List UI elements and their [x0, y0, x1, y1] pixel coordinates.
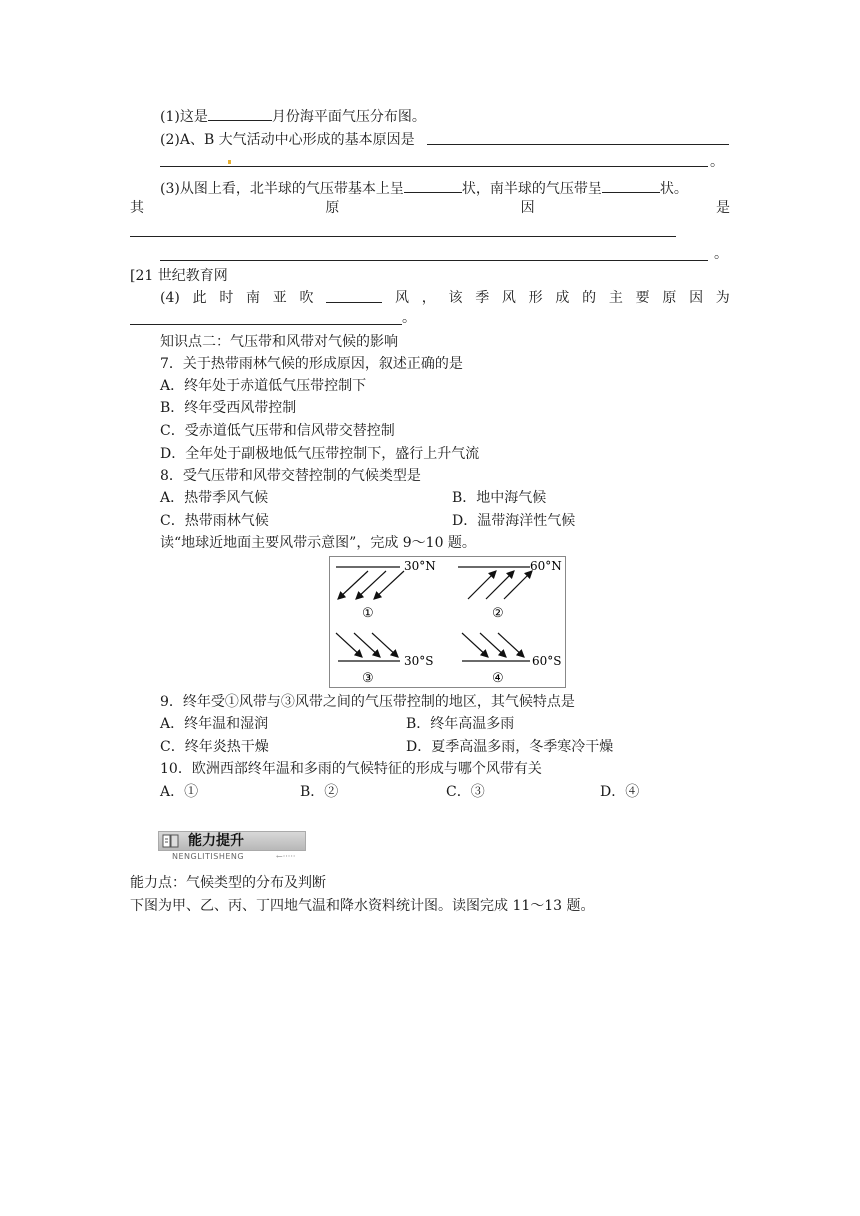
question-stem: 7．关于热带雨林气候的形成原因，叙述正确的是	[160, 356, 463, 372]
wind-belt-diagram	[330, 557, 565, 687]
answer-blank[interactable]	[208, 106, 272, 121]
q6-part3-spread: 其 原 因 是	[130, 200, 730, 216]
question-stem: 9．终年受①风带与③风带之间的气压带控制的地区，其气候特点是	[160, 694, 575, 710]
mark-dot	[228, 160, 231, 164]
wind-arrow	[356, 571, 386, 599]
answer-blank[interactable]	[602, 178, 660, 193]
answer-line[interactable]	[160, 166, 708, 167]
answer-line[interactable]	[130, 236, 676, 237]
period: 。	[402, 310, 416, 326]
q6-part2: (2)A、B 大气活动中心形成的基本原因是	[160, 132, 415, 148]
book-icon	[162, 833, 180, 849]
section-badge	[158, 831, 306, 863]
answer-line[interactable]	[130, 324, 402, 325]
source-note: [21 世纪教育网	[130, 268, 228, 284]
option-d[interactable]: D．夏季高温多雨，冬季寒冷干燥	[406, 739, 614, 755]
option-d[interactable]: D．全年处于副极地低气压带控制下，盛行上升气流	[160, 446, 480, 462]
latitude-label: 60°N	[530, 559, 562, 573]
option-c[interactable]: C．③	[446, 784, 485, 800]
option-a[interactable]: A．终年处于赤道低气压带控制下	[160, 378, 367, 394]
option-d[interactable]: D．④	[600, 784, 640, 800]
wind-arrow	[468, 571, 496, 599]
option-c[interactable]: C．热带雨林气候	[160, 513, 269, 529]
section-heading: 能力点：气候类型的分布及判断	[130, 875, 326, 891]
badge-subtitle: NENGLITISHENG	[172, 852, 245, 861]
period: 。	[710, 154, 724, 170]
figure-instruction: 读“地球近地面主要风带示意图”，完成 9～10 题。	[160, 535, 476, 551]
question-stem: 8．受气压带和风带交替控制的气候类型是	[160, 468, 421, 484]
wind-belt-figure	[329, 556, 566, 688]
option-b[interactable]: B．地中海气候	[452, 490, 547, 506]
answer-blank[interactable]	[326, 288, 382, 303]
wind-arrow	[374, 571, 404, 599]
q6-part4: (4) 此 时 南 亚 吹 风 ， 该 季 风 形 成 的 主 要 原 因 为	[160, 290, 730, 306]
answer-line[interactable]	[427, 144, 729, 145]
panel-1	[336, 559, 436, 621]
latitude-label: 30°S	[404, 654, 434, 668]
badge-title: 能力提升	[188, 833, 244, 849]
panel-3	[336, 633, 434, 686]
panel-2	[458, 559, 562, 621]
section-heading: 知识点二：气压带和风带对气候的影响	[160, 334, 398, 350]
option-a[interactable]: A．终年温和湿润	[160, 716, 269, 732]
panel-number: ①	[362, 606, 374, 621]
q6-part3: (3)从图上看，北半球的气压带基本上呈 状，南半球的气压带呈 状。	[160, 178, 688, 198]
panel-number: ②	[492, 606, 504, 621]
option-a[interactable]: A．热带季风气候	[160, 490, 269, 506]
wind-arrow	[486, 571, 514, 599]
panel-number: ③	[362, 671, 374, 686]
period: 。	[714, 246, 728, 262]
intro-text: 下图为甲、乙、丙、丁四地气温和降水资料统计图。读图完成 11～13 题。	[130, 898, 595, 914]
option-d[interactable]: D．温带海洋性气候	[452, 513, 576, 529]
option-b[interactable]: B．②	[300, 784, 339, 800]
option-c[interactable]: C．终年炎热干燥	[160, 739, 269, 755]
wind-arrow	[338, 571, 368, 599]
question-stem: 10．欧洲西部终年温和多雨的气候特征的形成与哪个风带有关	[160, 761, 542, 777]
option-c[interactable]: C．受赤道低气压带和信风带交替控制	[160, 423, 395, 439]
latitude-label: 30°N	[404, 559, 436, 573]
arrow-icon: ←·····	[276, 852, 296, 861]
panel-4	[462, 633, 562, 686]
q6-part1: (1)这是 月份海平面气压分布图。	[160, 106, 426, 126]
option-b[interactable]: B．终年受西风带控制	[160, 400, 297, 416]
answer-line[interactable]	[160, 260, 708, 261]
latitude-label: 60°S	[532, 654, 562, 668]
option-b[interactable]: B．终年高温多雨	[406, 716, 515, 732]
panel-number: ④	[492, 671, 504, 686]
option-a[interactable]: A．①	[160, 784, 199, 800]
answer-blank[interactable]	[404, 178, 462, 193]
wind-arrow	[504, 571, 532, 599]
